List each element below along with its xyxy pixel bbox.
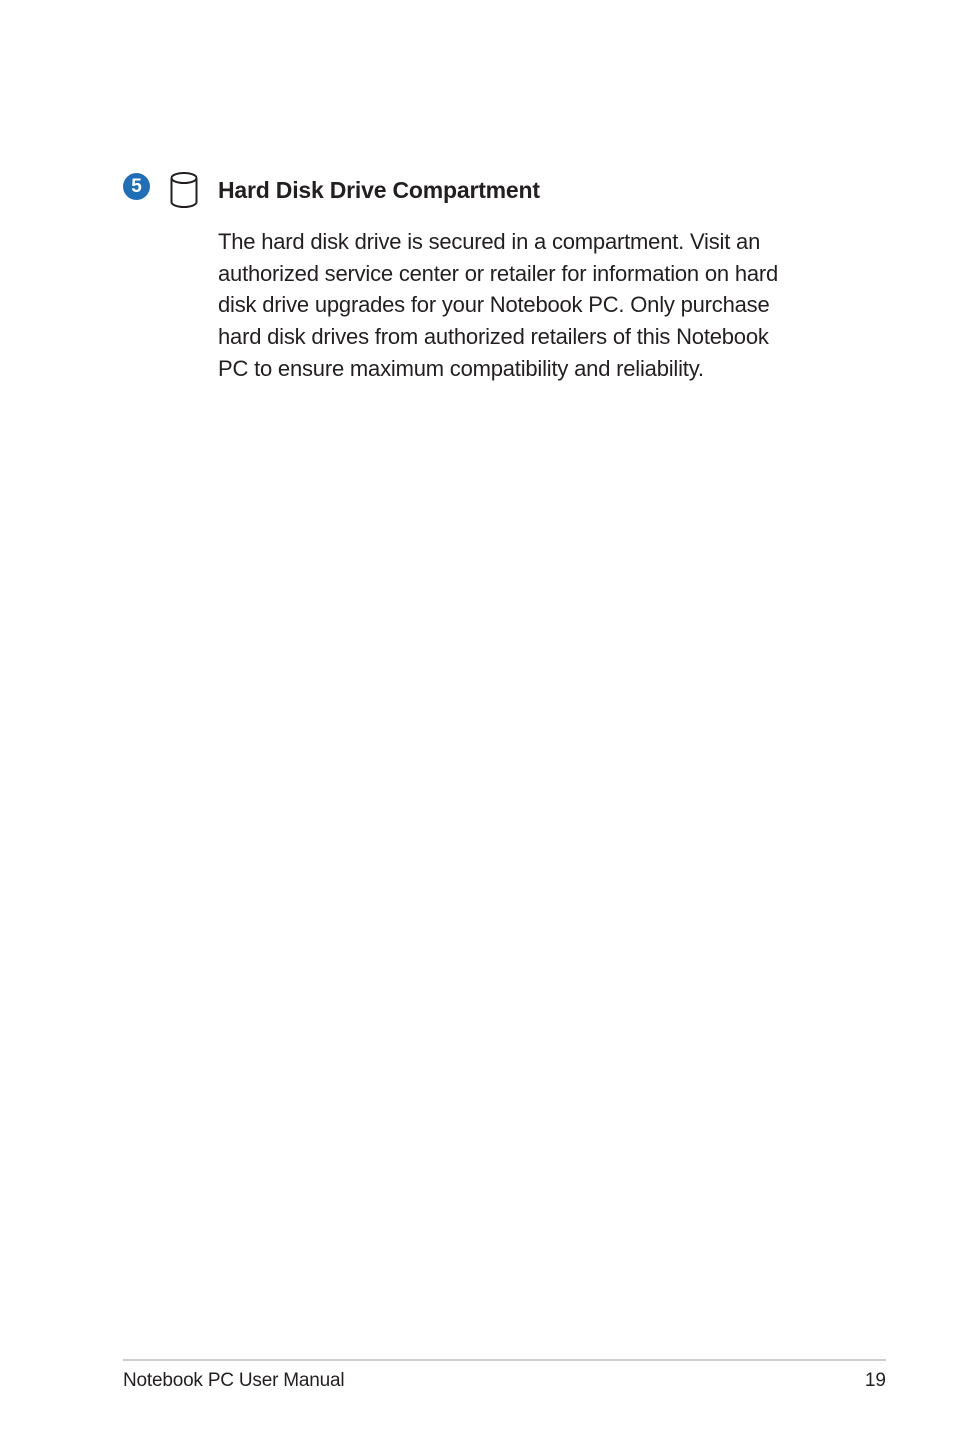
description-line: disk drive upgrades for your Notebook PC. Only purchase [218, 292, 770, 318]
footer-page-number: 19 [864, 1370, 886, 1391]
section-title: Hard Disk Drive Compartment [218, 177, 540, 203]
footer-manual-title: Notebook PC User Manual [123, 1370, 345, 1391]
section-description [218, 226, 848, 385]
footer-divider [123, 1359, 886, 1361]
hard-disk-icon [169, 171, 199, 211]
item-number-badge: 5 [123, 173, 150, 200]
description-line: PC to ensure maximum compatibility and reliability. [218, 355, 704, 381]
description-line: The hard disk drive is secured in a compartment. Visit an [218, 229, 761, 254]
description-line: authorized service center or retailer for information on hard [218, 260, 779, 286]
description-line: hard disk drives from authorized retailers of this Notebook [218, 324, 769, 350]
